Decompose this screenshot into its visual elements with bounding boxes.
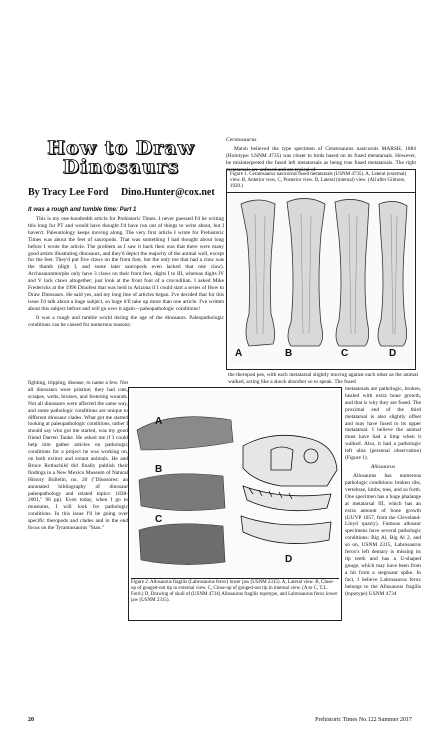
figure-2-illustration <box>131 390 339 578</box>
figure-label: C <box>341 348 349 359</box>
author-name: By Tracy Lee Ford <box>28 187 109 198</box>
right-column <box>345 386 421 599</box>
paragraph: Allosaurus has numerous pathologic conditions: broken ribs, vertebrae, limbs, toes, and so forth. One specimen has a huge phalange at metatarsal III, which has an extra amount of bone growth (UUVP 1657, from the Cleveland-Lloyd quarry). Famous allosaur specimens have several pathologic conditions: Big Al, Big Al 2, and so on, USNM 2315, Labrosaurus ferox's left dentary is missing its tip teeth and has a U-shaped gouge, which may have been from a hit from a stegosaur spike. In fact, I believe Labrosaurus ferox belongs to the Allosaurus fragilis (topotype) USNM 4734 <box>345 473 421 597</box>
page-number: 20 <box>28 717 34 723</box>
figure-label: B <box>155 464 163 475</box>
figure-1-illustration <box>229 194 413 367</box>
figure-1-caption: Figure 1. Ceratosaurus nasicornis fused metatarsals (USNM 4735). A, Lateral (external) view. B, Anterior view, C, Posterior view. D, Lateral (internal) view. (All after Gilmore, 1920.) <box>227 170 415 193</box>
figure-label: B <box>285 348 293 359</box>
paragraph: It was a rough and tumble world during the age of the dinosaurs. Paleopathologic conditions can be caused for numerous reasons: <box>28 314 224 328</box>
figure-label: A <box>155 416 163 427</box>
continuation-text: the theropod pes, with each metatarsal slightly moving against each other as the animal walked, acting like a shock absorber so to speak. The fused <box>228 372 418 385</box>
left-column <box>28 216 224 331</box>
publication-info: Prehistoric Times No.122 Summer 2017 <box>315 717 412 723</box>
author-email: Dino.Hunter@cox.net <box>120 187 215 198</box>
metatarsal-drawings <box>229 194 413 368</box>
article-title-line2: Dinosaurs <box>62 156 180 178</box>
article-subtitle: It was a rough and tumble time: Part 1 <box>28 207 137 213</box>
figure-label: D <box>285 554 293 565</box>
figure-1 <box>226 169 416 370</box>
figure-2-caption: Figure 2. Allosaurus fragilis (Labrosaurus ferox) lower jaw (USNM 2315). A, Lateral view. B, Close-up of gouged-out tip in external view. C, Close-up of gouged-out tip in internal view. (A to C, T.L. Ford.) D, Drawing of skull of (USNM 4734) Allosaurus fragilis topotype, and Labrosaurus ferox lower jaw (USNM 2315). <box>131 580 338 604</box>
paragraph: Marsh believed the type specimen of Ceratosaurus nasicornis MARSH, 1884 (Holotype: USNM 4735) was closer to birds based on its fused metatarsals. However, he misinterpreted the fused left metatarsals as being true fused metatarsals. The right metatarsals are unfused and are typical of <box>226 146 416 173</box>
figure-label: A <box>235 348 243 359</box>
jaw-and-skull-drawings <box>131 390 341 578</box>
left-column-lower <box>28 380 128 534</box>
figure-2 <box>128 387 342 621</box>
byline <box>28 187 224 198</box>
figure-label: D <box>389 348 397 359</box>
article-title-line1: How to Draw <box>47 137 195 159</box>
section-heading: Ceratosaurus <box>226 137 257 143</box>
paragraph: fighting, tripping, disease, to name a few. Not all dinosaurs were pristine; they had cuts, scrapes, welts, bruises, and festering wounds. Not all dinosaurs were affected the same way, and some pathologic conditions are unique to different dinosaur clades. What got me started looking at paleopathologic conditions, rather I should say who got me started, was my good friend Darren Tanke. He asked me if I could help him gather articles on pathologic conditions for a project he was working on, on both extinct and extant animals. He and Bruce Rothschild did finally publish their findings in a New Mexico Museum of Natural History Bulletin, no. 20 ("Dinosores: an annotated bibliography of dinosaur paleopathology and related topics: 1838-2001," 96 pp). Even today, when I go to museums, I will look for pathologic conditions. In this issue I'll be going over specific theropods and clades and in the end focus on the Tyrannosaurus "Stan." <box>28 380 128 532</box>
section-heading: Allosaurus <box>370 463 396 470</box>
paragraph: This is my one-hundredth article for Prehistoric Times. I never guessed I'd be writing this long for PT and would have thought I'd have run out of things to write about, but I haven't. Paleontology keeps moving along. The very first article I wrote for Prehistoric Times was about the feet of sauropods. That was something I had thought about long before I wrote the article. The problem as I saw it back then was that there were many good artists illustrating dinosaurs, and they'd depict the majority of the animal well, except for the feet. They'd put five claws on the front foot, but the only toe that had a claw was the thumb (digit I, and some later sauropods even lacked that one claw). Archosauromorphs only have 3 claws on their front feet, digits I to III, whereas digits IV and V lack claws altogether; just look at the front foot of a crocodilian. I asked Mike Fredericks at the 1996 Dinofest that was held in Arizona if I could start a series of How to Draw Dinosaurs. He said yes, and my long line of articles began. I've decided that for this issue I'd talk about a huge subject, so huge it'll take up more than one article. I've written about this subject before and will go over it again—paleopathologic conditions! <box>28 216 224 312</box>
figure-label: C <box>155 514 163 525</box>
paragraph: metatarsals are pathologic, broken, healed with extra bone growth, and that is why they are fused. The proximal end of the third metatarsal is also slightly offset and may have fused to its upper metatarsal. I believe the animal must have had a limp when it walked. Also, it had a pathologic left ulna (personal observation) (Figure 1). <box>345 386 421 462</box>
